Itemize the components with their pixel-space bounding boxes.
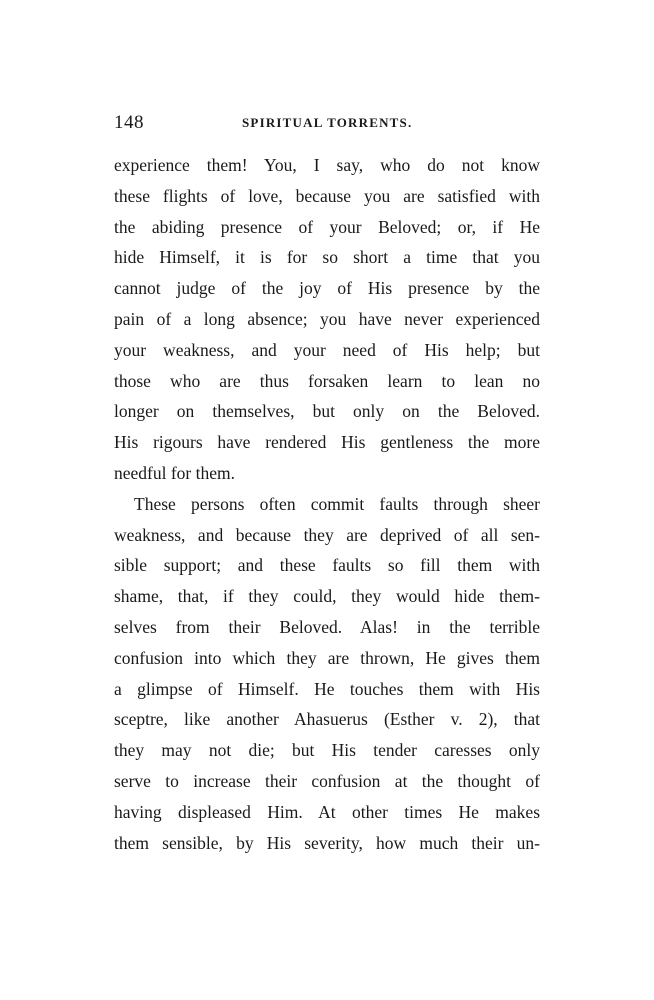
running-title: SPIRITUAL TORRENTS. xyxy=(242,115,413,130)
text-line: these flights of love, because you are satisfied with xyxy=(114,185,540,206)
body-text xyxy=(114,150,540,858)
text-line: having displeased Him. At other times He makes xyxy=(114,801,540,822)
text-line: cannot judge of the joy of His presence by the xyxy=(114,278,540,299)
text-line: longer on themselves, but only on the Beloved. xyxy=(114,401,540,422)
text-line: experience them! You, I say, who do not know xyxy=(114,155,540,175)
text-line: your weakness, and your need of His help; but xyxy=(114,339,540,360)
text-line: hide Himself, it is for so short a time that you xyxy=(114,247,540,268)
text-line: those who are thus forsaken learn to lean no xyxy=(114,370,540,391)
text-line: sible support; and these faults so fill them with xyxy=(114,555,540,576)
paragraph-2 xyxy=(114,489,540,859)
text-line: pain of a long absence; you have never experienced xyxy=(114,308,540,329)
page-header xyxy=(114,112,540,136)
text-line: confusion into which they are thrown, He gives them xyxy=(114,647,540,668)
text-line: needful for them. xyxy=(114,462,235,483)
text-line: a glimpse of Himself. He touches them with His xyxy=(114,678,540,699)
text-line: selves from their Beloved. Alas! in the terrible xyxy=(114,616,540,637)
text-line: them sensible, by His severity, how much their un- xyxy=(114,832,540,853)
text-line: These persons often commit faults through sheer xyxy=(134,493,540,514)
text-line: weakness, and because they are deprived of all sen- xyxy=(114,524,540,545)
text-line: serve to increase their confusion at the thought of xyxy=(114,770,540,791)
page-number: 148 xyxy=(114,112,144,133)
text-line: sceptre, like another Ahasuerus (Esther v. 2), that xyxy=(114,709,540,730)
text-line: they may not die; but His tender caresses only xyxy=(114,740,540,761)
paragraph-1 xyxy=(114,150,540,489)
text-line: the abiding presence of your Beloved; or, if He xyxy=(114,216,540,237)
text-line: His rigours have rendered His gentleness the more xyxy=(114,432,540,453)
text-line: shame, that, if they could, they would hide them- xyxy=(114,586,540,607)
